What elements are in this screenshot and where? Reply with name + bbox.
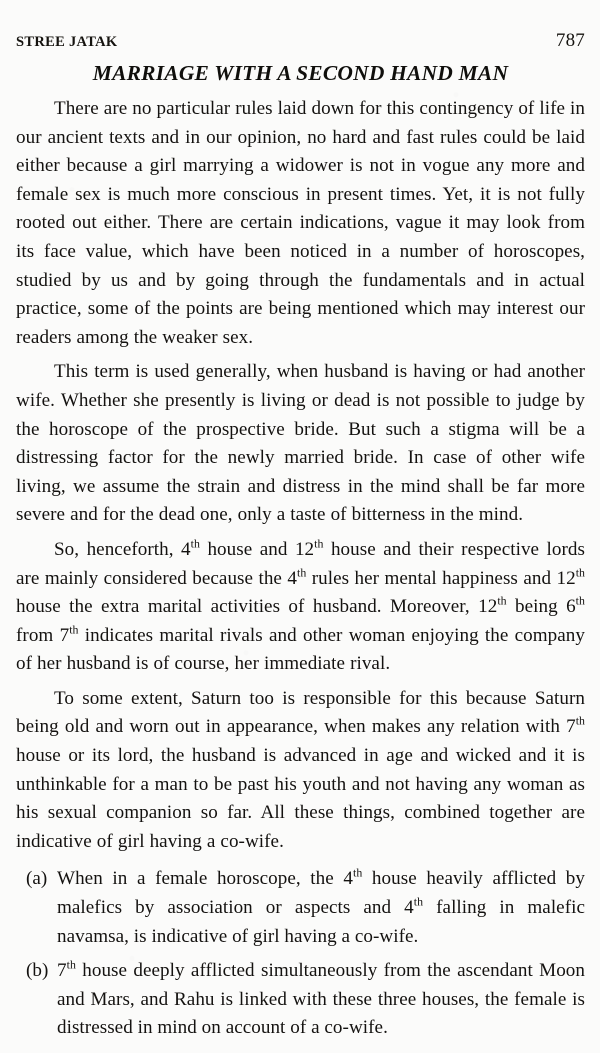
page-number: 787	[555, 30, 585, 51]
body-paragraph: There are no particular rules laid down for this contingency of life in our ancient texts and in our opinion, no hard and fast rules could be laid either because a girl marrying a widower is not in vogue any more and female sex is much more conscious in present times. Yet, it is not fully rooted out either. There are certain indications, vague it may look from its face value, which have been noticed in a number of horoscopes, studied by us and by going through the fundamentals and in actual practice, some of the points are being mentioned which may interest our readers among the weaker sex.	[16, 98, 585, 348]
list-item	[16, 957, 585, 1043]
chapter-title: MARRIAGE WITH A SECOND HAND MAN	[92, 61, 509, 85]
body-paragraph: So, henceforth, 4th house and 12th house and their respective lords are mainly considered because the 4th rules her mental happiness and 12th house the extra marital activities of husband. Moreover, 12th being 6th from 7th indicates marital rivals and other woman enjoying the company of her husband is of course, her immediate rival.	[16, 536, 585, 675]
page-content	[16, 0, 585, 1043]
body-paragraph: This term is used generally, when husband is having or had another wife. Whether she presently is living or dead is not possible to judge by the horoscope of the prospective bride. But such a stigma will be a distressing factor for the newly married bride. In case of other wife living, we assume the strain and distress in the mind shall be far more severe and for the dead one, only a taste of bitterness in the mind.	[16, 361, 585, 526]
body-paragraph: To some extent, Saturn too is responsible for this because Saturn being old and worn out in appearance, when makes any relation with 7th house or its lord, the husband is advanced in age and wicked and it is unthinkable for a man to be past his youth and not having any woman as his sexual companion so far. All these things, combined together are indicative of girl having a co-wife.	[16, 687, 585, 852]
lettered-list	[16, 856, 585, 1043]
running-head	[16, 0, 585, 52]
list-item-marker: (b)	[26, 960, 49, 982]
list-item-text: When in a female horoscope, the 4th house heavily afflicted by malefics by association or aspects and 4th falling in malefic navamsa, is indicative of girl having a co-wife.	[57, 866, 586, 947]
list-item	[16, 865, 585, 951]
running-head-title: STREE JATAK	[16, 33, 118, 51]
list-item-text: 7th house deeply afflicted simultaneously from the ascendant Moon and Mars, and Rahu is linked with these three houses, the female is distressed in mind on account of a co-wife.	[57, 957, 585, 1039]
list-item-marker: (a)	[26, 868, 48, 890]
